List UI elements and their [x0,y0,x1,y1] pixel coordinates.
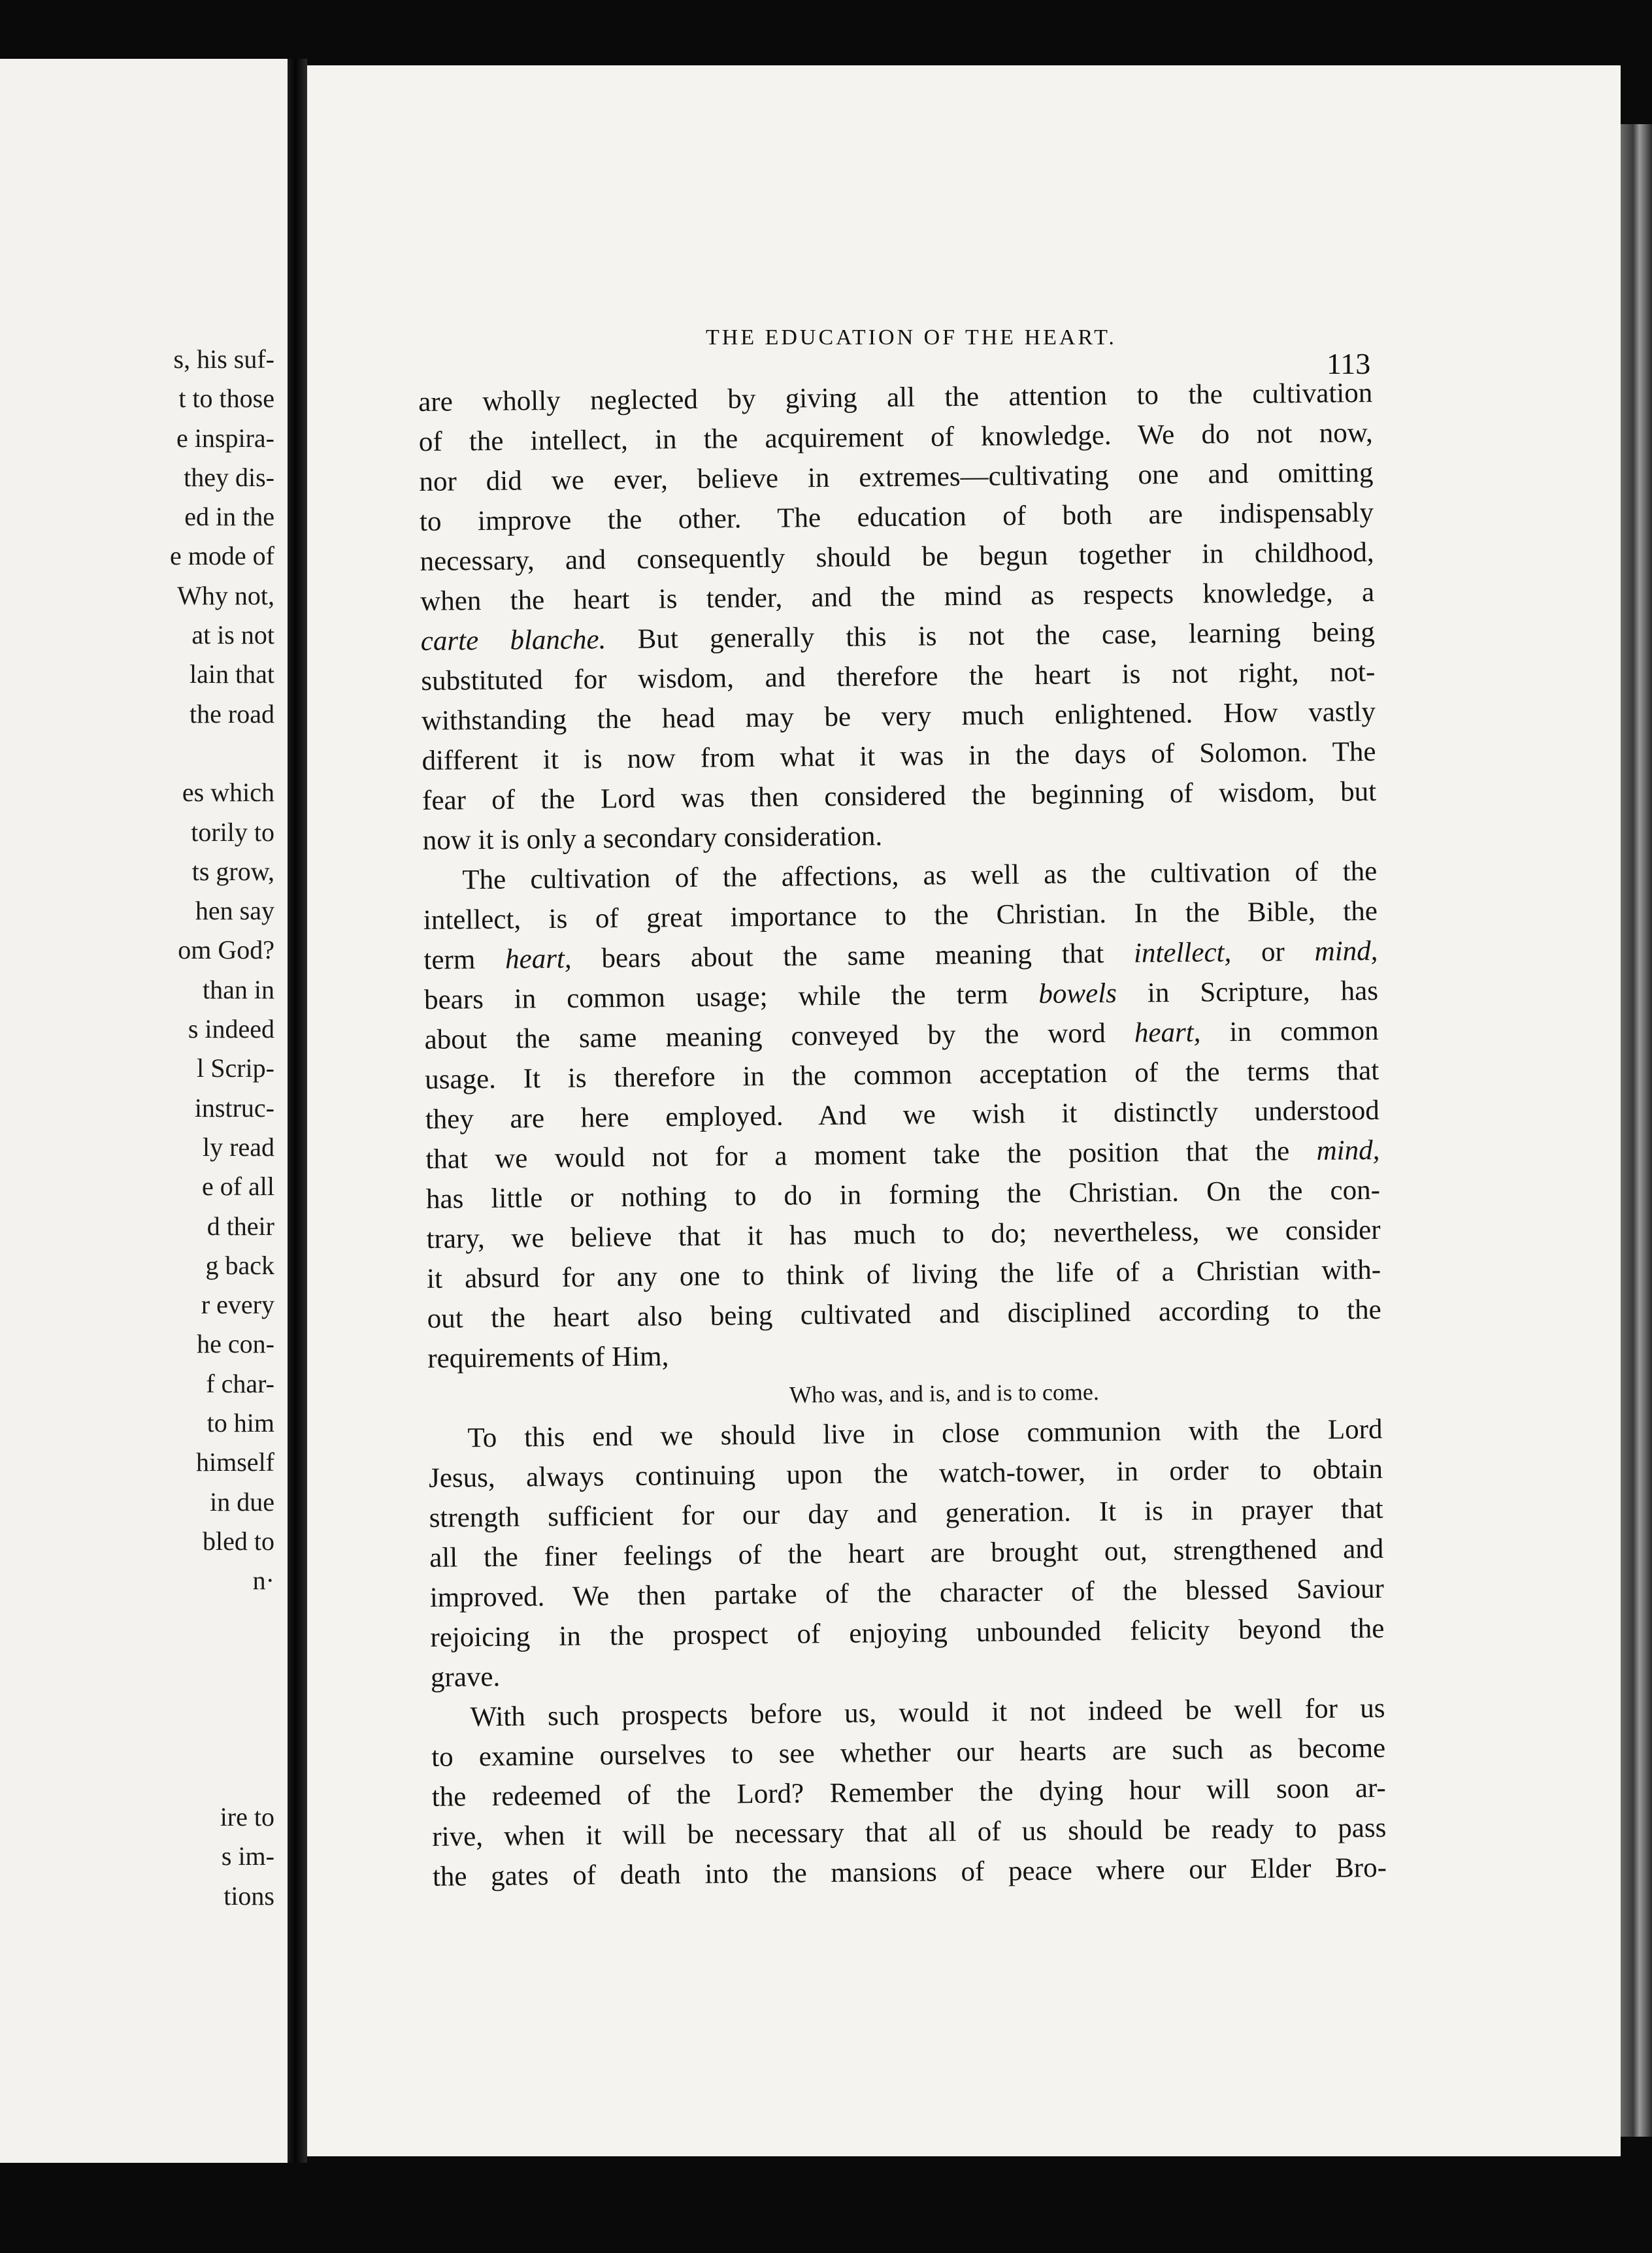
text-run: bears about the same meaning that [571,938,1134,974]
facing-page-line: f char- [206,1368,274,1398]
facing-page-line: e inspira- [176,423,274,453]
text-line: to examine ourselves to see whether our hearts are such as become [431,1732,1386,1773]
italic-term: intellect, [1133,937,1232,969]
facing-page-line: tions [223,1881,274,1911]
facing-page-line: at is not [191,620,274,650]
text-line: trary, we believe that it has much to do; nevertheless, we consider [426,1214,1381,1255]
text-line: withstanding the head may be very much enlightened. How vastly [421,696,1376,736]
text-line: nor did we ever, believe in extremes—cultivating one and omitting [419,457,1374,497]
text-line: The cultivation of the affections, as well as the cultivation of the [462,855,1378,896]
book-gutter [288,59,307,2163]
page-edge [1621,124,1652,2137]
italic-term: heart, [1134,1017,1201,1049]
text-line: rejoicing in the prospect of enjoying unbounded felicity beyond the [430,1613,1385,1653]
text-line: now it is only a secondary consideration. [422,821,883,856]
text-line: With such prospects before us, would it not indeed be well for us [470,1692,1385,1733]
facing-page-line: ts grow, [191,856,274,886]
text-line: intellect, is of great importance to the Christian. In the Bible, the [423,895,1378,936]
text-line: fear of the Lord was then considered the beginning of wisdom, but [421,776,1377,816]
text-run: in Scripture, has [1116,975,1379,1009]
text-run: that we would not for a moment take the position that the [425,1135,1317,1175]
text-line: strength sufficient for our day and generation. It is in prayer that [429,1493,1383,1534]
text-line: different it is now from what it was in the days of Solomon. The [421,736,1376,776]
facing-page-line: n· [252,1566,274,1596]
facing-page-line: than in [203,974,274,1004]
text-line: when the heart is tender, and the mind as respects knowledge, a [420,576,1375,617]
facing-page-line: they dis- [184,462,274,492]
facing-page-line: lain that [190,659,274,689]
facing-page-line: ire to [220,1801,274,1832]
facing-page-line: e of all [201,1172,274,1202]
facing-page-line: in due [210,1487,274,1517]
facing-page-line: Why not, [177,580,274,610]
facing-page-line: s indeed [188,1014,274,1044]
facing-page-line [0,734,274,773]
facing-page-line: to him [206,1408,274,1438]
text-line: to improve the other. The education of both are indispensably [419,497,1374,537]
text-line: To this end we should live in close communion with the Lord [467,1413,1383,1454]
facing-page-line [0,1679,274,1719]
facing-page-line: he con- [197,1329,274,1359]
facing-page-line: the road [190,699,274,729]
facing-page-line: r every [201,1290,274,1320]
text-run: or [1231,936,1315,968]
facing-page-line: torily to [191,817,274,847]
text-run: about the same meaning conveyed by the word [424,1017,1135,1055]
text-line: Jesus, always continuing upon the watch-tower, in order to obtain [428,1453,1383,1494]
facing-page-line: himself [196,1447,274,1477]
text-line: grave. [430,1661,501,1693]
facing-page-line: t to those [178,384,274,414]
facing-page-line: s, his suf- [173,344,274,374]
italic-term: bowels [1038,978,1117,1010]
italic-term: mind, [1314,935,1378,967]
text-line: requirements of Him, [427,1341,669,1374]
running-head: THE EDUCATION OF THE HEART. [706,325,1117,350]
facing-page-line: ly read [203,1132,274,1162]
body-text [418,373,1387,1897]
facing-page-line: g back [205,1250,274,1280]
facing-page-line: es which [182,778,274,808]
text-line: all the finer feelings of the heart are brought out, strengthened and [429,1533,1384,1573]
facing-page-line: bled to [203,1526,274,1556]
text-run: in common [1200,1015,1379,1048]
text-line: necessary, and consequently should be begun together in childhood, [420,536,1374,577]
italic-term: mind, [1316,1134,1380,1166]
page-number: 113 [1327,347,1371,380]
text-line: usage. It is therefore in the common acceptation of the terms that [425,1055,1379,1095]
facing-page-line [0,1719,274,1758]
facing-page-line: hen say [195,896,274,926]
italic-term: heart, [504,943,572,975]
text-run: bears in common usage; while the term [423,978,1039,1015]
facing-page-line: e mode of [170,541,274,571]
facing-page-line: l Scrip- [197,1053,274,1083]
text-line: the gates of death into the mansions of peace where our Elder Bro- [432,1852,1387,1892]
text-line: they are here employed. And we wish it distinctly understood [425,1094,1379,1135]
quotation-line: Who was, and is, and is to come. [789,1379,1100,1408]
facing-page-line [0,1640,274,1679]
facing-page-text [0,340,274,1916]
facing-page-line: instruc- [194,1093,274,1123]
italic-term: carte blanche. [420,624,606,657]
facing-page-line: om God? [178,935,274,965]
text-run: But generally this is not the case, learning being [606,616,1375,655]
facing-page-line: ed in the [184,502,274,532]
facing-page-line: d their [206,1211,274,1241]
facing-page-line: s im- [221,1841,274,1871]
text-run: term [423,944,506,976]
text-line: has little or nothing to do in forming the Christian. On the con- [425,1174,1381,1215]
facing-page-line [0,1758,274,1798]
text-line: improved. We then partake of the character of the blessed Saviour [429,1573,1385,1613]
text-line: out the heart also being cultivated and disciplined according to the [427,1294,1381,1334]
text-line: are wholly neglected by giving all the attention to the cultivation [418,377,1373,418]
facing-page [0,59,288,2163]
text-line: it absurd for any one to think of living the life of a Christian with- [426,1254,1381,1294]
text-line: rive, when it will be necessary that all of us should be ready to pass [432,1812,1387,1852]
text-line: of the intellect, in the acquirement of knowledge. We do not now, [418,417,1374,457]
facing-page-line [0,1601,274,1640]
text-line: the redeemed of the Lord? Remember the dying hour will soon ar- [431,1772,1386,1813]
text-line: substituted for wisdom, and therefore the heart is not right, not- [421,656,1376,697]
